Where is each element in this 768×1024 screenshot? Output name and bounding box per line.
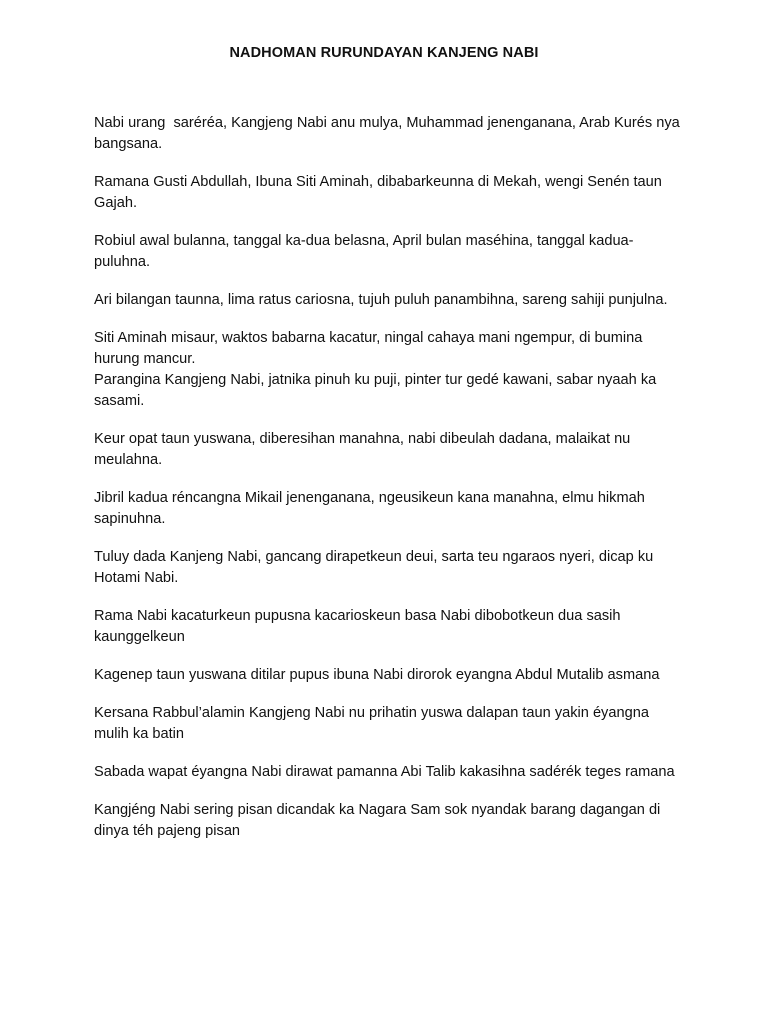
paragraph: Kangjéng Nabi sering pisan dicandak ka Nagara Sam sok nyandak barang dagangan di dinya téh pajeng pisan: [94, 802, 665, 839]
paragraph: Jibril kadua réncangna Mikail jenenganana, ngeusikeun kana manahna, elmu hikmah sapinuhna.: [94, 490, 649, 527]
paragraph: Ramana Gusti Abdullah, Ibuna Siti Aminah, dibabarkeunna di Mekah, wengi Senén taun Gajah.: [94, 174, 666, 211]
paragraph: Rama Nabi kacaturkeun pupusna kacarioskeun basa Nabi dibobotkeun dua sasih kaunggelkeun: [94, 608, 625, 645]
document-title: NADHOMAN RURUNDAYAN KANJENG NABI: [229, 45, 539, 61]
paragraph: Parangina Kangjeng Nabi, jatnika pinuh ku puji, pinter tur gedé kawani, sabar nyaah ka sasami.: [94, 372, 661, 409]
paragraph: Siti Aminah misaur, waktos babarna kacatur, ningal cahaya mani ngempur, di bumina hurung mancur.: [94, 330, 647, 367]
paragraph: Keur opat taun yuswana, diberesihan manahna, nabi dibeulah dadana, malaikat nu meulahna.: [94, 431, 635, 468]
document-body: [94, 113, 684, 859]
paragraph: Kagenep taun yuswana ditilar pupus ibuna Nabi dirorok eyangna Abdul Mutalib asmana: [94, 667, 660, 683]
paragraph: Nabi urang saréréa, Kangjeng Nabi anu mulya, Muhammad jenenganana, Arab Kurés nya bangsana.: [94, 115, 684, 152]
paragraph: Sabada wapat éyangna Nabi dirawat pamanna Abi Talib kakasihna sadérék teges ramana: [94, 764, 675, 780]
paragraph: Ari bilangan taunna, lima ratus cariosna, tujuh puluh panambihna, sareng sahiji punjulna.: [94, 292, 668, 308]
paragraph: Kersana Rabbul’alamin Kangjeng Nabi nu prihatin yuswa dalapan taun yakin éyangna mulih ka batin: [94, 705, 654, 742]
paragraph: Tuluy dada Kanjeng Nabi, gancang dirapetkeun deui, sarta teu ngaraos nyeri, dicap ku Hotami Nabi.: [94, 549, 658, 586]
paragraph: Robiul awal bulanna, tanggal ka-dua belasna, April bulan maséhina, tanggal kadua-puluhna.: [94, 233, 634, 270]
